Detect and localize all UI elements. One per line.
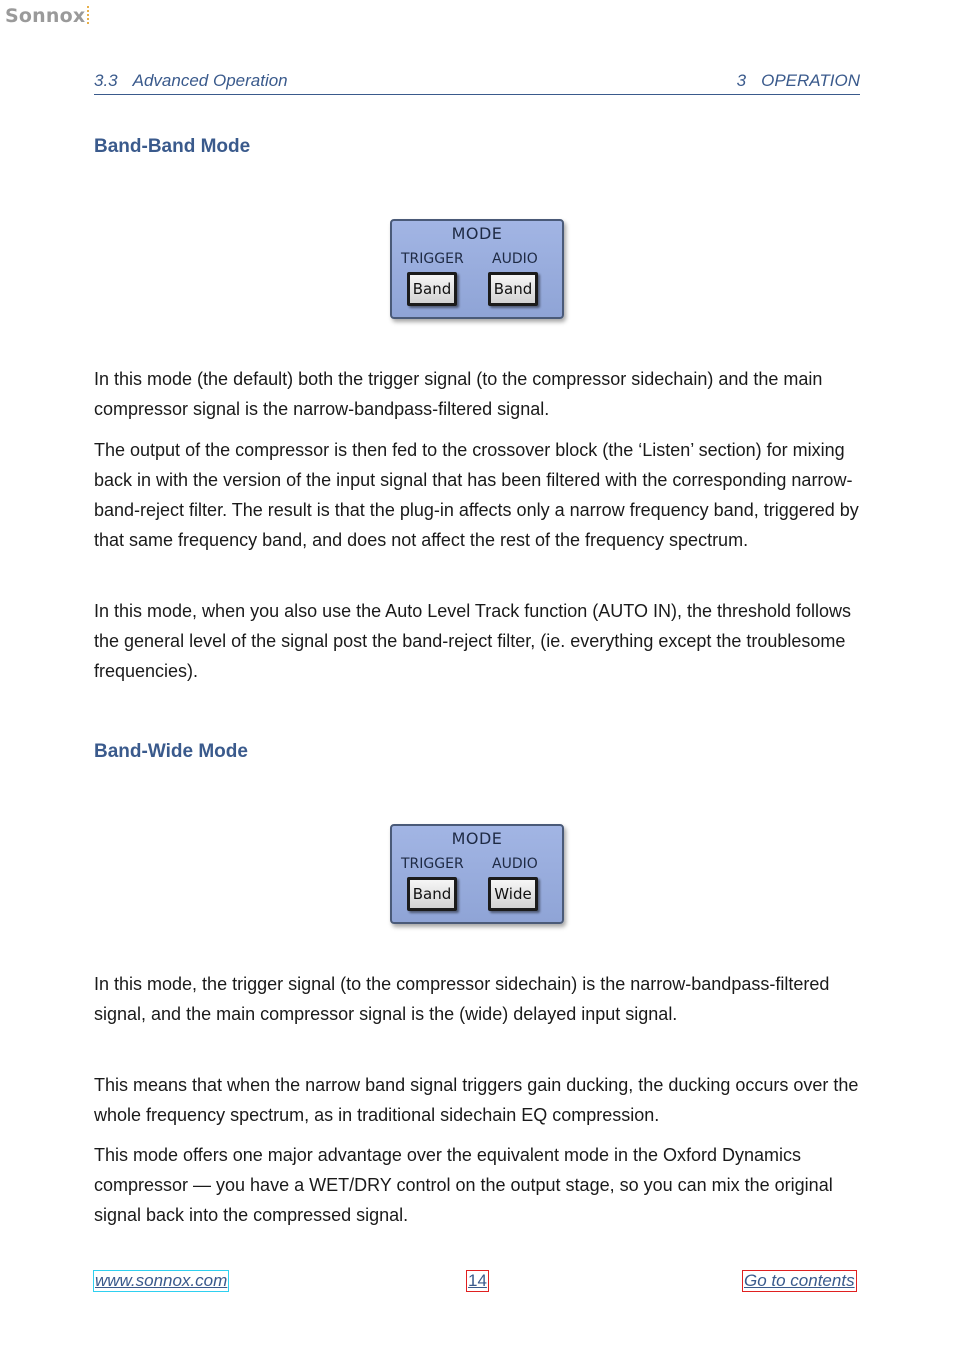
header-chapter-number: 3 [736,71,747,90]
trigger-label: TRIGGER [401,251,464,267]
audio-label: AUDIO [492,251,538,267]
paragraph: This means that when the narrow band signal triggers gain ducking, the ducking occurs over the whole frequency spectrum, as in traditional sidechain EQ compression. [94,1075,859,1125]
paragraph: In this mode (the default) both the trigger signal (to the compressor sidechain) and the main compressor signal is the narrow-bandpass-filtered signal. [94,369,823,419]
audio-mode-button [488,877,538,911]
header-section-title: Advanced Operation [132,71,288,90]
trigger-label: TRIGGER [401,856,464,872]
mode-panel-band-band [390,219,564,319]
audio-mode-button [488,272,538,306]
header-section [94,71,288,91]
section-heading-band-band: Band-Band Mode [94,136,251,157]
logo-text: Sonnox [5,5,86,27]
trigger-mode-button [407,272,457,306]
website-link[interactable]: www.sonnox.com [95,1271,228,1290]
mode-panel-band-wide [390,824,564,924]
sonnox-logo [5,5,89,27]
paragraph: In this mode, the trigger signal (to the compressor sidechain) is the narrow-bandpass-filtered signal, and the main compressor signal is the (wide) delayed input signal. [94,974,830,1024]
audio-label: AUDIO [492,856,538,872]
page-header [94,70,860,95]
header-section-number: 3.3 [94,71,118,90]
header-chapter [737,71,860,91]
audio-mode-value: Band [491,275,535,303]
paragraph: This mode offers one major advantage over the equivalent mode in the Oxford Dynamics compressor — you have a WET/DRY control on the output stage, so you can mix the original signal back into the compressed signal. [94,1145,833,1225]
page-number-link[interactable]: 14 [468,1271,487,1290]
section-heading-band-wide: Band-Wide Mode [94,741,248,762]
logo-dots-icon [87,6,89,24]
go-to-contents-link[interactable]: Go to contents [744,1271,855,1290]
header-chapter-title: OPERATION [761,71,860,90]
trigger-mode-value: Band [410,275,454,303]
audio-mode-value: Wide [491,880,535,908]
trigger-mode-button [407,877,457,911]
paragraph: The output of the compressor is then fed to the crossover block (the ‘Listen’ section) for mixing back in with the version of the input signal that has been filtered with the corresponding narrow-band-reject filter. The result is that the plug-in affects only a narrow frequency band, triggered by that same frequency band, and does not affect the rest of the frequency spectrum. [94,440,859,550]
paragraph: In this mode, when you also use the Auto Level Track function (AUTO IN), the threshold follows the general level of the signal post the band-reject filter, (ie. everything except the troublesome frequencies). [94,601,852,681]
mode-panel-title: MODE [451,224,503,243]
trigger-mode-value: Band [410,880,454,908]
mode-panel-title: MODE [451,829,503,848]
